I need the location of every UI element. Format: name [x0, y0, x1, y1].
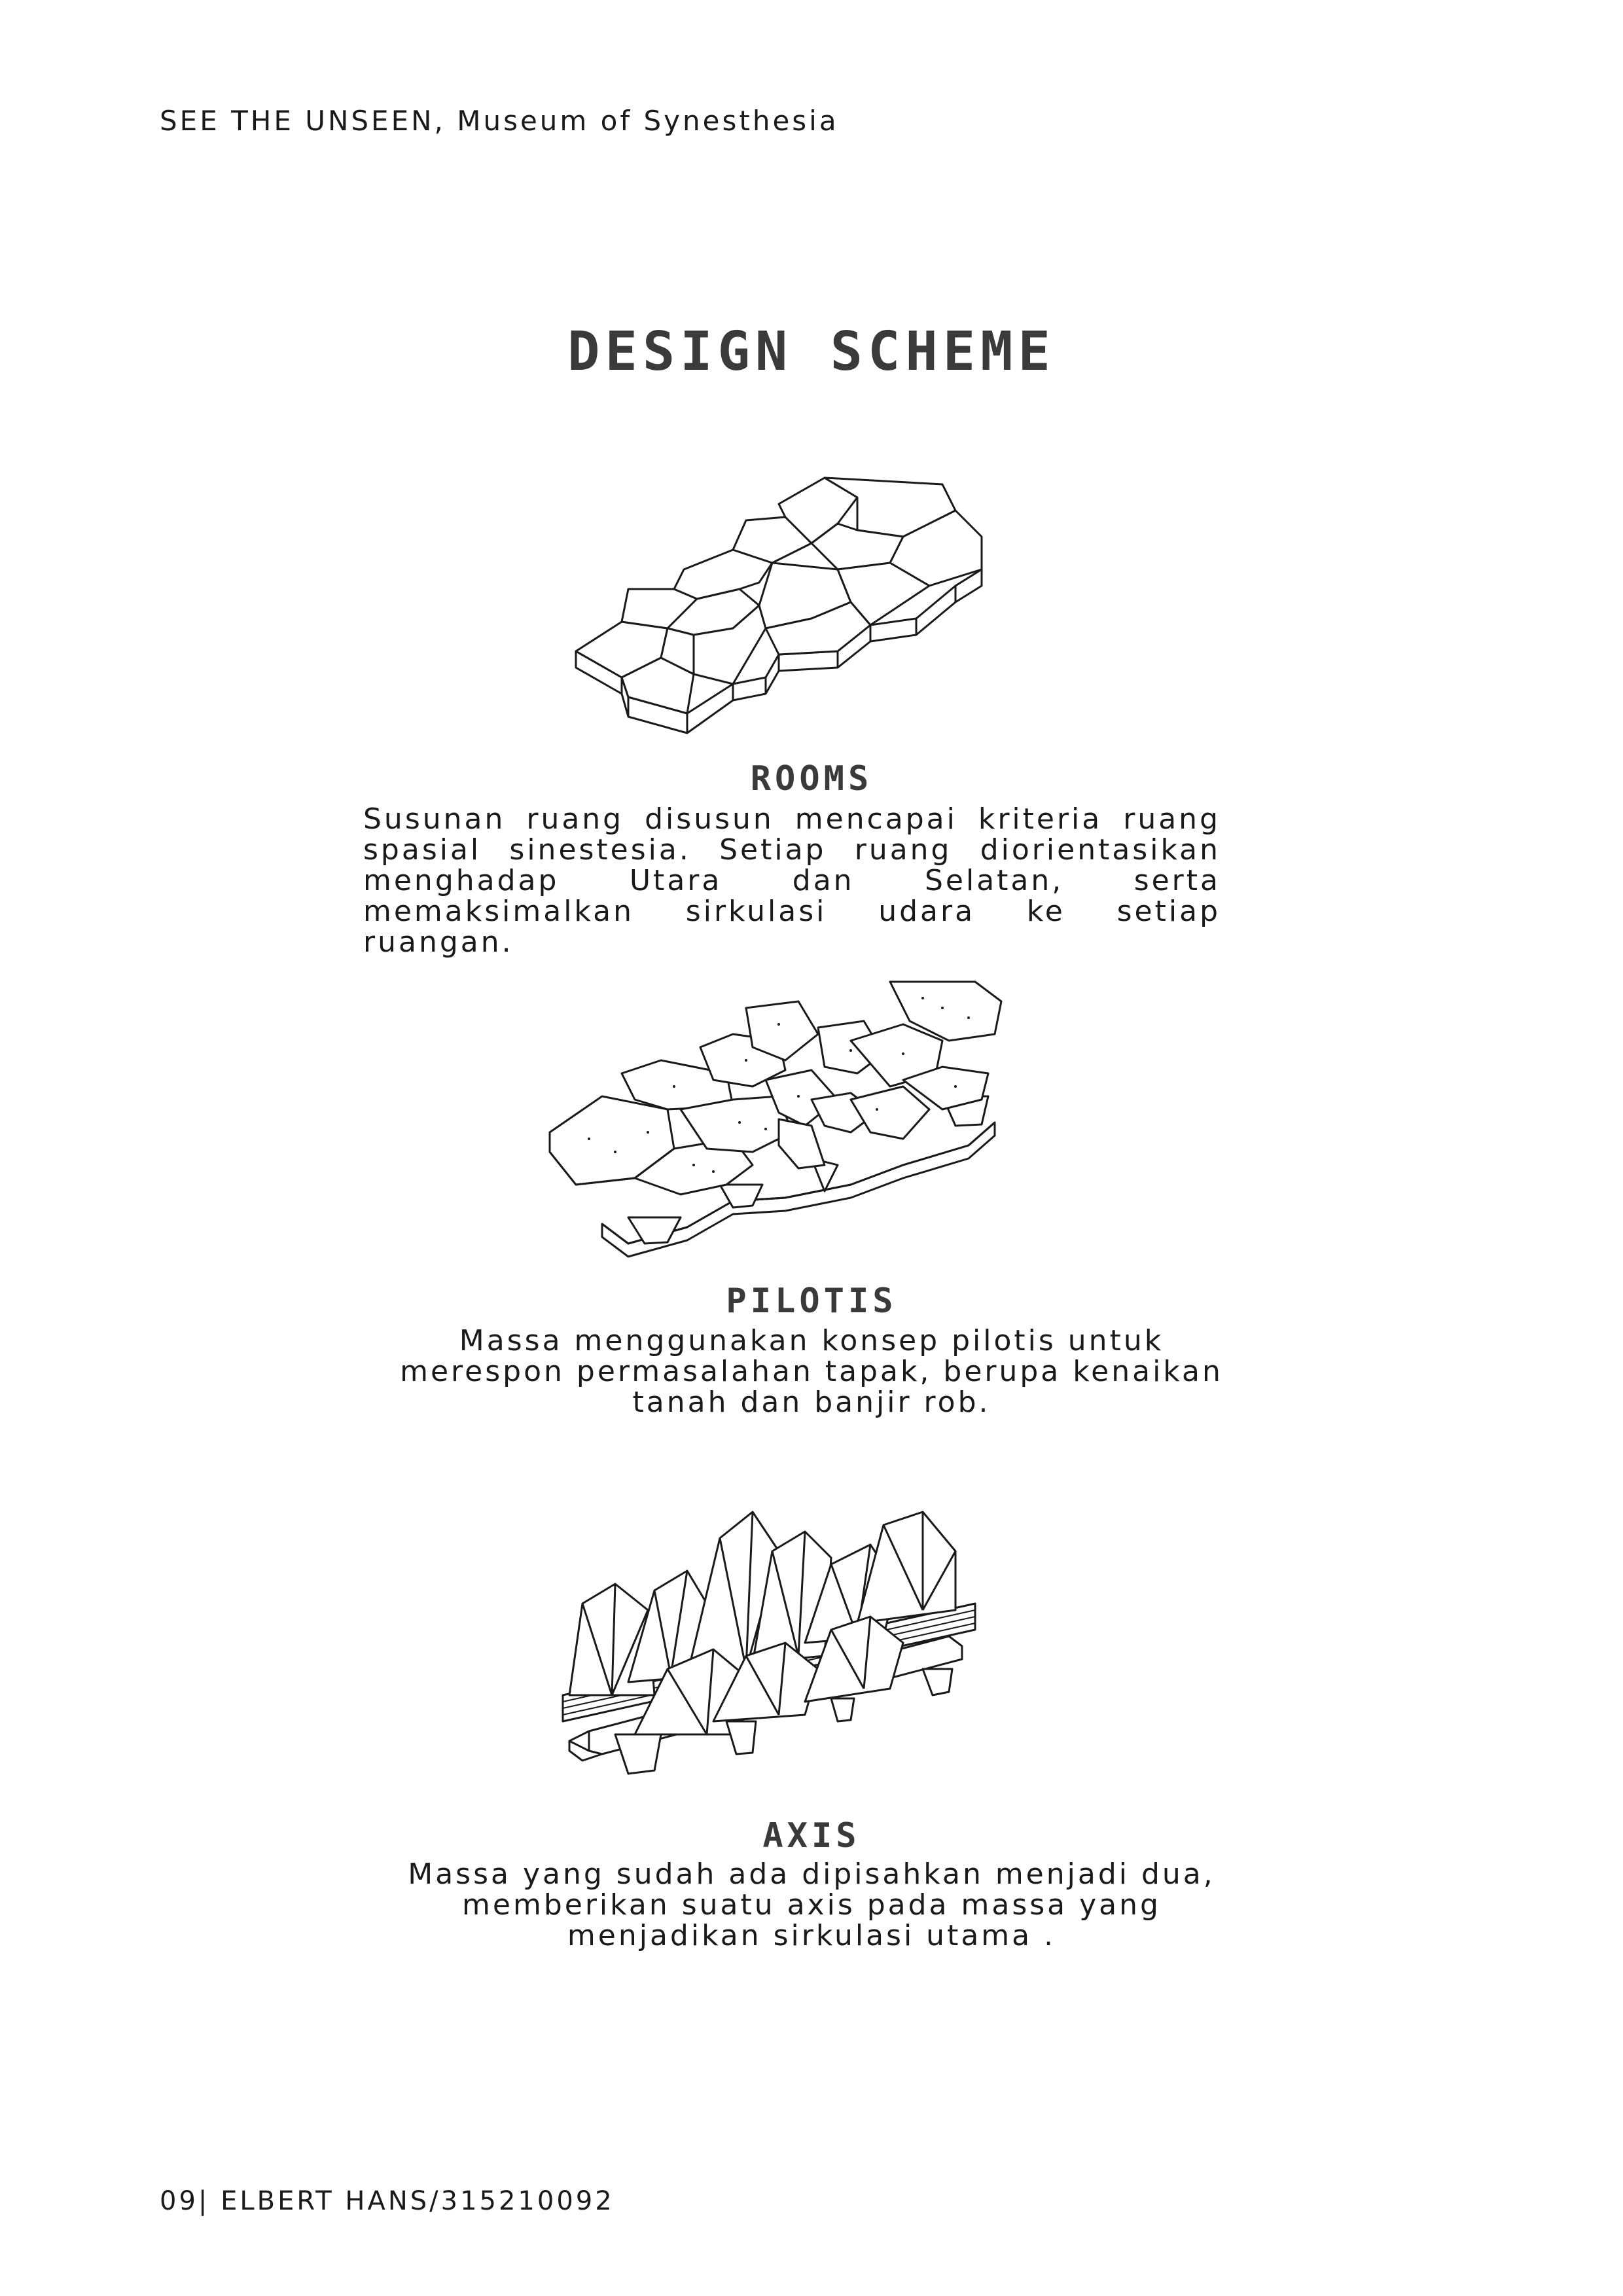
text-line: menghadap Utara dan Selatan, serta [363, 864, 1221, 897]
text-line: tanah dan banjir rob. [632, 1386, 991, 1419]
page-header: SEE THE UNSEEN, Museum of Synesthesia [160, 105, 839, 137]
text-line: spasial sinestesia. Setiap ruang diorientasikan [363, 833, 1221, 867]
axis-isometric-drawing [556, 1473, 995, 1800]
text-line: Massa yang sudah ada dipisahkan menjadi dua, [408, 1857, 1215, 1891]
rooms-isometric-drawing [563, 471, 1008, 746]
section-text-pilotis [327, 1325, 1296, 1418]
section-heading-axis: AXIS [762, 1816, 861, 1856]
page-title: DESIGN SCHEME [567, 321, 1056, 383]
text-line: Susunan ruang disusun mencapai kriteria ruang [363, 802, 1221, 836]
section-heading-rooms: ROOMS [750, 759, 873, 798]
section-text-rooms [363, 804, 1221, 958]
text-line: Massa menggunakan konsep pilotis untuk [459, 1324, 1164, 1357]
text-line: memaksimalkan sirkulasi udara ke setiap ruangan. [363, 895, 1221, 959]
section-text-axis [327, 1859, 1296, 1951]
pilotis-isometric-drawing [537, 969, 1014, 1263]
section-heading-pilotis: PILOTIS [726, 1282, 897, 1321]
text-line: merespon permasalahan tapak, berupa kenaikan [400, 1355, 1223, 1388]
text-line: memberikan suatu axis pada massa yang [462, 1888, 1161, 1922]
text-line: menjadikan sirkulasi utama . [567, 1919, 1056, 1952]
page-footer: 09| ELBERT HANS/315210092 [160, 2186, 615, 2216]
